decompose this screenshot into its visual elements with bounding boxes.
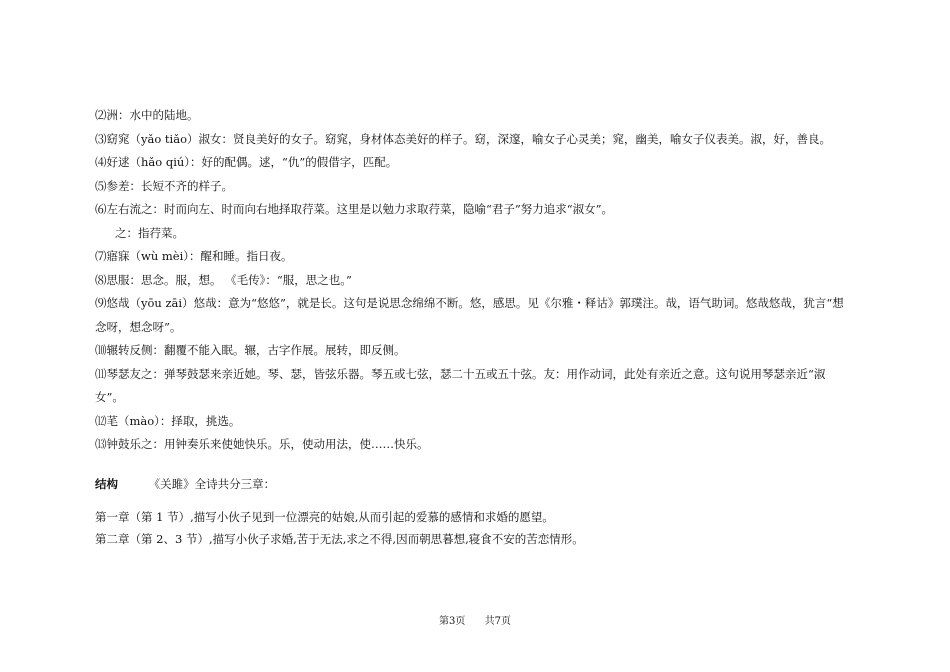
note-item: ⑹左右流之：时而向左、时而向右地择取荇菜。这里是以勉力求取荇菜，隐喻“君子”努力追求“淑女”。 bbox=[95, 202, 614, 216]
note-item: ⒀钟鼓乐之：用钟奏乐来使她快乐。乐，使动用法，使……快乐。 bbox=[95, 437, 429, 451]
note-item: ⑽辗转反侧：翻覆不能入眠。辗，古字作展。展转，即反侧。 bbox=[95, 343, 406, 357]
structure-label: 结构 bbox=[95, 477, 118, 491]
chapter-item: 第一章（第 1 节）,描写小伙子见到一位漂亮的姑娘,从而引起的爱慕的感情和求婚的愿望。 bbox=[95, 510, 554, 524]
note-item: ⑵洲：水中的陆地。 bbox=[95, 108, 199, 122]
page-total: 共7页 bbox=[484, 616, 511, 627]
structure-heading bbox=[95, 472, 855, 496]
note-item: ⑻思服：思念。服，想。 《毛传》：“服，思之也。” bbox=[95, 272, 352, 287]
note-item: ⑼悠哉（yōu zāi）悠哉：意为“悠悠”，就是长。这句是说思念绵绵不断。悠，感思。见《尔雅・释诂》郭璞注。哉，语气助词。悠哉悠哉，犹言“想念呀，想念呀”。 bbox=[95, 296, 844, 334]
note-item: ⑶窈窕（yǎo tiǎo）淑女：贤良美好的女子。窈窕，身材体态美好的样子。窈，深邃，喻女子心灵美；窕，幽美，喻女子仪表美。淑，好，善良。 bbox=[95, 131, 832, 146]
note-item: ⑿芼（mào）：择取，挑选。 bbox=[95, 413, 241, 428]
structure-intro: 《关雎》全诗共分三章： bbox=[148, 477, 276, 491]
annotation-notes bbox=[95, 104, 847, 457]
note-item: ⑺寤寐（wù mèi）：醒和睡。指日夜。 bbox=[95, 249, 293, 263]
page-number: 第3页 bbox=[439, 616, 466, 627]
note-item: ⑾琴瑟友之：弹琴鼓瑟来亲近她。琴、瑟，皆弦乐器。琴五或七弦，瑟二十五或五十弦。友：用作动词，此处有亲近之意。这句说用琴瑟亲近“淑女”。 bbox=[95, 366, 826, 404]
note-item: ⑸参差：长短不齐的样子。 bbox=[95, 178, 233, 193]
structure-section bbox=[95, 472, 855, 496]
chapter-list bbox=[95, 506, 855, 550]
page-footer bbox=[0, 612, 950, 627]
note-item: ⑷好逑（hǎo qiú）：好的配偶。逑，“仇”的假借字，匹配。 bbox=[95, 155, 398, 169]
chapter-item: 第二章（第 2、3 节）,描写小伙子求婚,苦于无法,求之不得,因而朝思暮想,寝食不安的苦恋情形。 bbox=[95, 532, 584, 546]
note-item: 之：指荇菜。 bbox=[115, 225, 184, 240]
